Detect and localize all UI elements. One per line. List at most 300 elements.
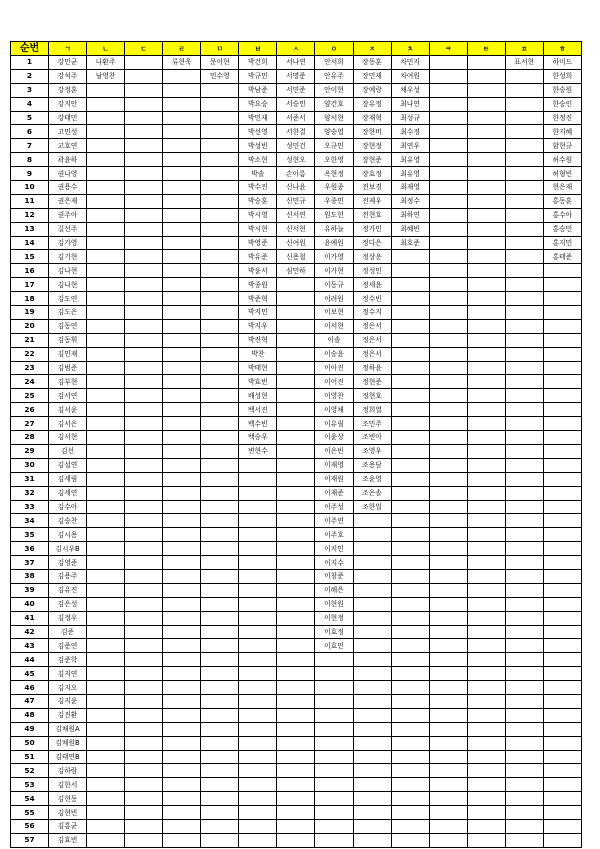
name-cell (125, 194, 163, 208)
name-cell (429, 236, 467, 250)
name-cell (201, 583, 239, 597)
name-cell (163, 792, 201, 806)
name-cell: 이가현 (315, 264, 353, 278)
name-cell (391, 819, 429, 833)
row-number-cell: 44 (11, 653, 49, 667)
name-cell (125, 97, 163, 111)
name-cell (429, 681, 467, 695)
name-cell (429, 69, 467, 83)
name-cell (277, 583, 315, 597)
table-row (11, 472, 582, 486)
table-row (11, 764, 582, 778)
name-cell (87, 194, 125, 208)
name-cell: 박승훈 (239, 194, 277, 208)
name-cell (163, 319, 201, 333)
name-cell (429, 292, 467, 306)
name-cell: 권용수 (49, 181, 87, 195)
name-cell (467, 792, 505, 806)
table-row (11, 222, 582, 236)
row-number-cell: 54 (11, 792, 49, 806)
name-cell (391, 542, 429, 556)
name-cell (239, 694, 277, 708)
name-cell: 김서은 (49, 417, 87, 431)
name-cell: 김현빈 (49, 806, 87, 820)
name-cell (163, 181, 201, 195)
row-number-cell: 39 (11, 583, 49, 597)
name-cell (505, 403, 543, 417)
name-cell (277, 778, 315, 792)
name-cell: 박규민 (239, 69, 277, 83)
name-cell (429, 639, 467, 653)
table-row (11, 694, 582, 708)
name-cell (125, 278, 163, 292)
row-number-cell: 31 (11, 472, 49, 486)
name-cell: 조윤영 (353, 472, 391, 486)
name-cell (125, 694, 163, 708)
name-cell (201, 778, 239, 792)
table-row (11, 139, 582, 153)
name-cell (125, 389, 163, 403)
name-cell (543, 403, 581, 417)
name-cell: 우원종 (315, 181, 353, 195)
name-cell (353, 653, 391, 667)
name-cell (505, 347, 543, 361)
name-cell (391, 375, 429, 389)
name-cell (125, 528, 163, 542)
name-cell (467, 708, 505, 722)
name-cell (543, 486, 581, 500)
name-cell (543, 667, 581, 681)
name-cell (429, 278, 467, 292)
name-cell (467, 139, 505, 153)
name-cell: 이주연 (315, 514, 353, 528)
name-cell (125, 69, 163, 83)
name-cell (125, 319, 163, 333)
name-cell (391, 681, 429, 695)
name-cell (277, 431, 315, 445)
row-number-cell: 47 (11, 694, 49, 708)
name-cell (505, 750, 543, 764)
name-cell (505, 319, 543, 333)
name-cell (201, 528, 239, 542)
row-number-cell: 22 (11, 347, 49, 361)
name-cell (201, 611, 239, 625)
name-cell (505, 181, 543, 195)
name-cell (239, 472, 277, 486)
name-cell (239, 486, 277, 500)
name-cell (315, 819, 353, 833)
name-cell: 이효민 (315, 639, 353, 653)
name-cell (543, 833, 581, 847)
name-cell: 이보현 (315, 306, 353, 320)
name-cell (505, 514, 543, 528)
name-cell: 서승민 (277, 97, 315, 111)
name-cell (429, 819, 467, 833)
name-cell (505, 611, 543, 625)
name-cell: 김나현 (49, 278, 87, 292)
name-cell: 안이현 (315, 83, 353, 97)
name-cell (429, 806, 467, 820)
name-cell: 전현호 (353, 208, 391, 222)
name-cell: 허형빈 (543, 167, 581, 181)
name-cell (277, 569, 315, 583)
row-number-cell: 1 (11, 56, 49, 70)
name-cell (429, 389, 467, 403)
name-cell (429, 250, 467, 264)
name-cell: 최연우 (391, 139, 429, 153)
name-cell (277, 389, 315, 403)
name-cell (201, 208, 239, 222)
row-number-cell: 23 (11, 361, 49, 375)
name-cell (467, 722, 505, 736)
name-cell (391, 250, 429, 264)
name-cell: 장예랑 (353, 83, 391, 97)
name-cell (391, 458, 429, 472)
name-cell (505, 819, 543, 833)
name-cell (467, 833, 505, 847)
name-cell (505, 250, 543, 264)
table-row (11, 153, 582, 167)
name-cell: 김동휘 (49, 333, 87, 347)
name-cell: 정상운 (353, 250, 391, 264)
name-cell (467, 181, 505, 195)
name-cell (353, 556, 391, 570)
name-cell: 김도은 (49, 306, 87, 320)
name-cell (163, 819, 201, 833)
name-cell (543, 653, 581, 667)
name-cell (391, 625, 429, 639)
name-cell: 김시우B (49, 542, 87, 556)
name-cell: 홍지민 (543, 236, 581, 250)
name-cell (429, 375, 467, 389)
name-cell: 김설연 (49, 458, 87, 472)
row-number-cell: 5 (11, 111, 49, 125)
name-cell (125, 667, 163, 681)
name-cell (543, 306, 581, 320)
name-cell (201, 556, 239, 570)
name-cell: 김가영 (49, 236, 87, 250)
name-cell (391, 361, 429, 375)
name-cell (429, 708, 467, 722)
name-cell (163, 236, 201, 250)
name-cell (239, 611, 277, 625)
name-cell: 김서연 (49, 389, 87, 403)
name-cell (239, 778, 277, 792)
header-cell-initial: ㄱ (49, 42, 87, 56)
name-cell: 이주호 (315, 528, 353, 542)
name-cell (353, 722, 391, 736)
name-cell (543, 444, 581, 458)
name-cell: 조은솔 (353, 486, 391, 500)
name-cell (277, 667, 315, 681)
name-cell (201, 681, 239, 695)
name-cell (125, 542, 163, 556)
name-cell: 김지윤 (49, 694, 87, 708)
name-cell (87, 111, 125, 125)
name-cell (429, 778, 467, 792)
name-cell (505, 236, 543, 250)
name-cell (277, 361, 315, 375)
name-cell (277, 833, 315, 847)
name-cell (87, 681, 125, 695)
name-cell (543, 264, 581, 278)
name-cell: 김현동 (49, 792, 87, 806)
name-cell (163, 625, 201, 639)
name-cell: 김세림 (49, 472, 87, 486)
name-cell (125, 167, 163, 181)
row-number-cell: 51 (11, 750, 49, 764)
name-cell (353, 583, 391, 597)
name-cell (239, 500, 277, 514)
name-cell: 이윤상 (315, 431, 353, 445)
row-number-cell: 11 (11, 194, 49, 208)
name-cell: 신용철 (277, 250, 315, 264)
name-cell: 조민주 (353, 417, 391, 431)
name-cell (467, 125, 505, 139)
name-cell (201, 139, 239, 153)
name-cell (163, 736, 201, 750)
name-cell (391, 792, 429, 806)
name-cell: 서준서 (277, 111, 315, 125)
name-cell (543, 431, 581, 445)
name-cell (543, 472, 581, 486)
header-cell-initial: ㅍ (505, 42, 543, 56)
table-row (11, 389, 582, 403)
name-cell (315, 792, 353, 806)
table-row (11, 597, 582, 611)
header-cell-number: 순번 (11, 42, 49, 56)
name-cell (543, 500, 581, 514)
name-cell: 문이현 (201, 56, 239, 70)
row-number-cell: 19 (11, 306, 49, 320)
name-cell (543, 611, 581, 625)
name-cell (353, 611, 391, 625)
row-number-cell: 13 (11, 222, 49, 236)
name-cell (87, 486, 125, 500)
table-row (11, 750, 582, 764)
name-cell (429, 431, 467, 445)
name-cell (125, 653, 163, 667)
name-cell (87, 319, 125, 333)
name-cell: 김용주 (49, 569, 87, 583)
name-cell (505, 444, 543, 458)
name-cell: 조용담 (353, 458, 391, 472)
name-cell (467, 292, 505, 306)
name-cell (125, 56, 163, 70)
name-cell (467, 694, 505, 708)
name-cell (201, 431, 239, 445)
name-cell (201, 347, 239, 361)
table-row (11, 83, 582, 97)
name-cell (277, 375, 315, 389)
name-cell: 이재원 (315, 472, 353, 486)
name-cell (125, 736, 163, 750)
name-cell (239, 597, 277, 611)
row-number-cell: 10 (11, 181, 49, 195)
name-cell (543, 708, 581, 722)
name-cell (163, 444, 201, 458)
name-cell (125, 708, 163, 722)
name-cell (505, 833, 543, 847)
name-cell (163, 111, 201, 125)
name-cell: 최유영 (391, 153, 429, 167)
name-cell (277, 819, 315, 833)
name-cell (201, 486, 239, 500)
name-cell (277, 333, 315, 347)
name-cell (429, 125, 467, 139)
name-cell: 고민성 (49, 125, 87, 139)
name-cell (87, 306, 125, 320)
table-row (11, 722, 582, 736)
name-cell (353, 625, 391, 639)
name-cell: 박시영 (239, 208, 277, 222)
table-row (11, 347, 582, 361)
name-cell (87, 806, 125, 820)
name-cell (467, 97, 505, 111)
name-cell (429, 139, 467, 153)
name-cell (163, 806, 201, 820)
name-cell (543, 778, 581, 792)
row-number-cell: 2 (11, 69, 49, 83)
name-cell: 이승윤 (315, 347, 353, 361)
name-cell: 성현오 (277, 153, 315, 167)
name-cell (429, 83, 467, 97)
name-cell (201, 125, 239, 139)
row-number-cell: 7 (11, 139, 49, 153)
name-cell: 이영찬 (315, 389, 353, 403)
name-cell (87, 97, 125, 111)
name-cell: 김진환 (49, 708, 87, 722)
name-cell: 옥현정 (315, 167, 353, 181)
name-cell: 한지혜 (543, 125, 581, 139)
name-cell (467, 764, 505, 778)
table-row (11, 500, 582, 514)
name-cell (505, 333, 543, 347)
name-cell: 신민규 (277, 194, 315, 208)
header-row (11, 42, 582, 56)
name-cell (125, 222, 163, 236)
name-cell: 김승찬 (49, 514, 87, 528)
name-cell: 오규민 (315, 139, 353, 153)
name-cell (467, 472, 505, 486)
name-cell (467, 542, 505, 556)
name-cell (87, 778, 125, 792)
name-cell (125, 403, 163, 417)
name-cell (163, 500, 201, 514)
name-cell: 이효정 (315, 625, 353, 639)
name-cell (87, 750, 125, 764)
name-cell (201, 625, 239, 639)
name-cell (87, 597, 125, 611)
name-cell (163, 333, 201, 347)
name-cell (239, 792, 277, 806)
name-cell (87, 125, 125, 139)
name-cell: 박태현 (239, 361, 277, 375)
row-number-cell: 4 (11, 97, 49, 111)
name-cell (391, 431, 429, 445)
name-cell (125, 83, 163, 97)
name-cell: 김지연 (49, 667, 87, 681)
name-cell: 전제우 (353, 194, 391, 208)
row-number-cell: 33 (11, 500, 49, 514)
name-cell (201, 306, 239, 320)
name-cell (201, 472, 239, 486)
name-cell (163, 83, 201, 97)
name-cell (201, 458, 239, 472)
name-cell (163, 306, 201, 320)
name-cell (163, 222, 201, 236)
name-cell: 안서희 (315, 56, 353, 70)
name-cell (467, 208, 505, 222)
name-cell: 박시현 (239, 222, 277, 236)
name-cell (277, 347, 315, 361)
row-number-cell: 26 (11, 403, 49, 417)
name-cell: 김선 (49, 444, 87, 458)
name-cell (391, 333, 429, 347)
name-cell (353, 750, 391, 764)
name-cell (87, 542, 125, 556)
name-cell (87, 819, 125, 833)
name-cell: 장현준 (353, 153, 391, 167)
name-cell: 양승엽 (315, 125, 353, 139)
table-row (11, 292, 582, 306)
name-cell (543, 375, 581, 389)
name-cell: 차민지 (391, 56, 429, 70)
name-cell (391, 486, 429, 500)
name-cell (87, 625, 125, 639)
name-cell: 이창준 (315, 569, 353, 583)
name-cell (353, 833, 391, 847)
name-cell: 현은재 (543, 181, 581, 195)
name-cell: 정은서 (353, 333, 391, 347)
name-cell (277, 486, 315, 500)
name-cell: 허수원 (543, 153, 581, 167)
name-cell (87, 583, 125, 597)
name-cell (505, 486, 543, 500)
table-row (11, 236, 582, 250)
name-cell (467, 278, 505, 292)
name-cell (315, 667, 353, 681)
name-cell (315, 681, 353, 695)
row-number-cell: 40 (11, 597, 49, 611)
name-cell (467, 194, 505, 208)
name-cell (277, 417, 315, 431)
name-cell (429, 736, 467, 750)
name-cell (429, 528, 467, 542)
name-cell (125, 139, 163, 153)
name-cell (467, 611, 505, 625)
name-cell (125, 292, 163, 306)
name-cell (505, 431, 543, 445)
name-cell (125, 583, 163, 597)
name-cell (201, 694, 239, 708)
name-cell (125, 264, 163, 278)
name-cell (125, 514, 163, 528)
name-cell: 박지민 (239, 306, 277, 320)
name-cell (505, 153, 543, 167)
name-cell: 김민재 (49, 347, 87, 361)
name-cell (163, 472, 201, 486)
name-cell (163, 361, 201, 375)
name-cell (87, 764, 125, 778)
table-row (11, 806, 582, 820)
table-row (11, 167, 582, 181)
name-cell (467, 819, 505, 833)
name-cell (467, 514, 505, 528)
name-cell (201, 514, 239, 528)
row-number-cell: 20 (11, 319, 49, 333)
name-cell: 신서현 (277, 222, 315, 236)
